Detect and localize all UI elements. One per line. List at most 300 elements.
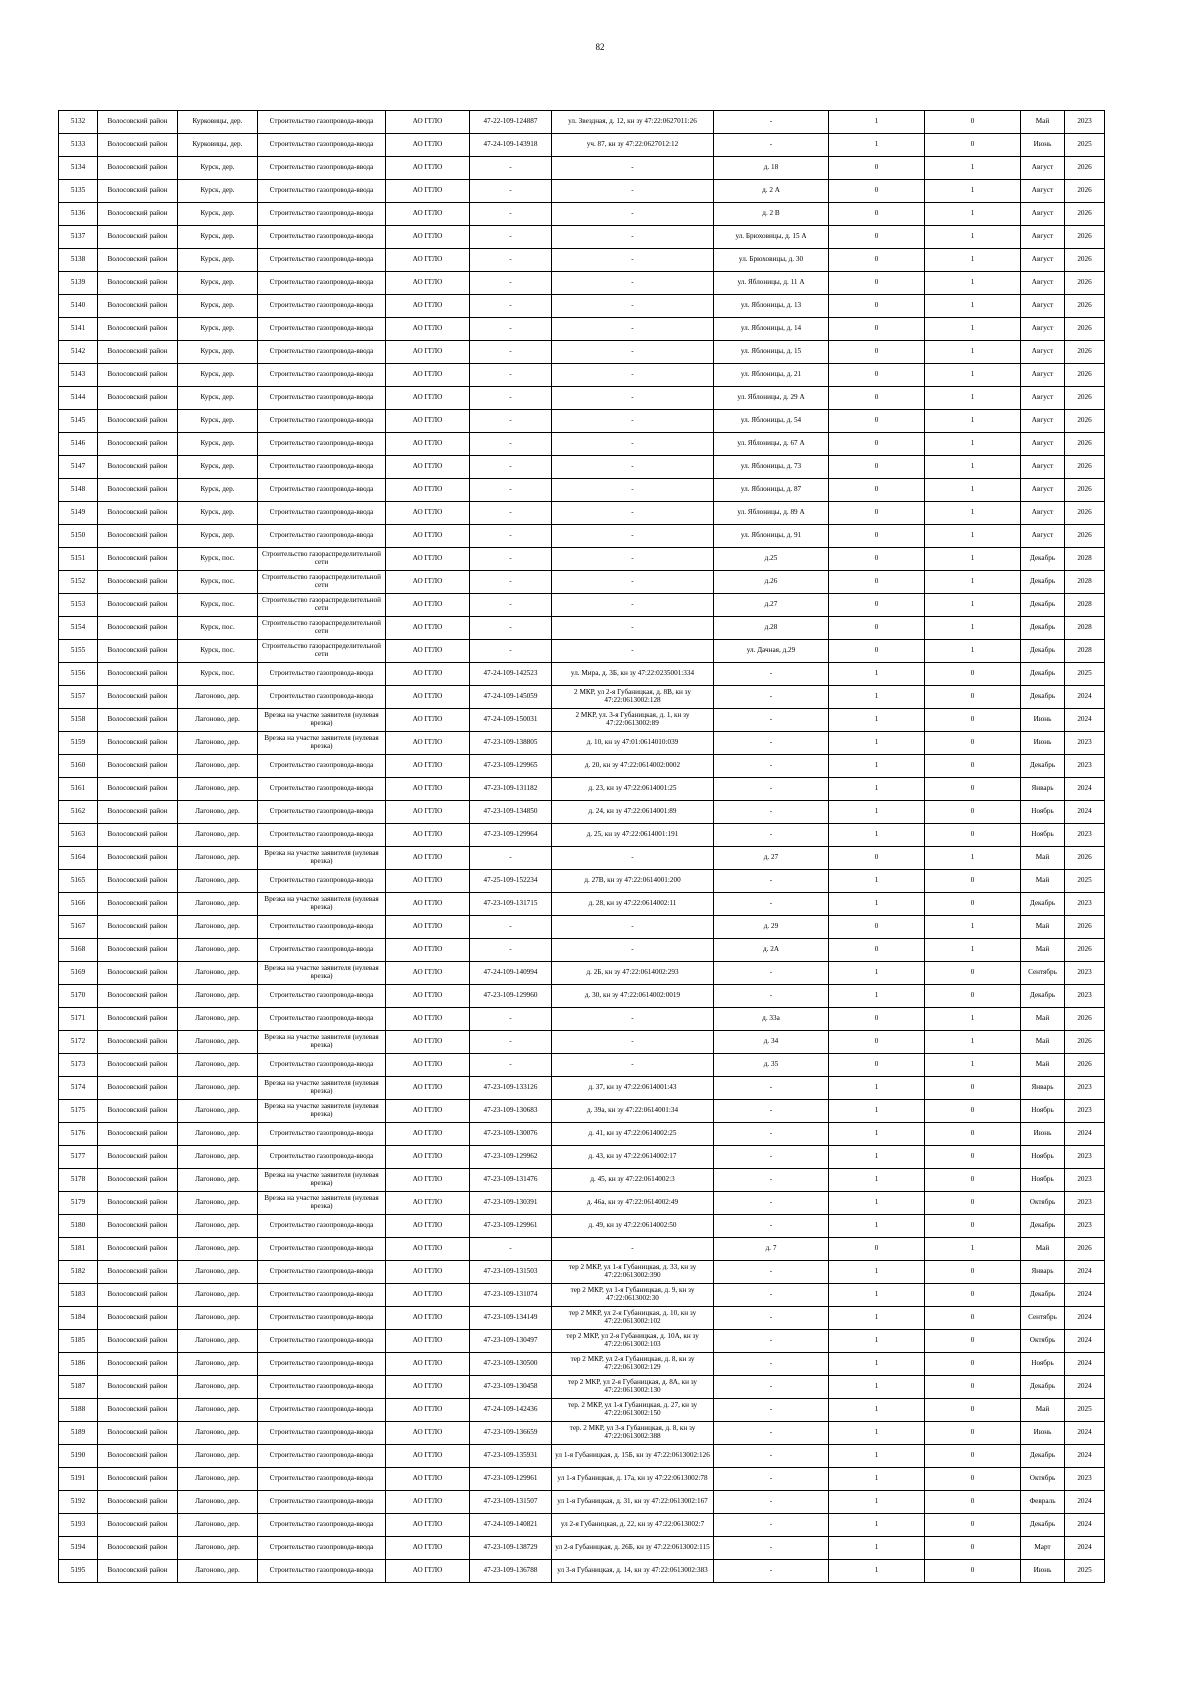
organization-cell: АО ГГЛО [386, 433, 470, 456]
cadastral-address-cell: ул 3-я Губаницкая, д. 14, кн зу 47:22:0613002:383 [552, 1560, 714, 1583]
table-row [59, 249, 1105, 272]
year-cell: 2026 [1065, 410, 1105, 433]
cadastral-address-cell: - [552, 249, 714, 272]
work-type-cell: Строительство газораспределительной сети [258, 548, 386, 571]
address-cell: - [714, 985, 829, 1008]
application-number-cell: 47-23-109-131503 [470, 1261, 552, 1284]
year-cell: 2026 [1065, 939, 1105, 962]
cadastral-address-cell: ул. Звездная, д. 12, кн зу 47:22:0627011:26 [552, 111, 714, 134]
table-row [59, 410, 1105, 433]
work-type-cell: Врезка на участке заявителя (нулевая врезка) [258, 847, 386, 870]
count-b-cell: 0 [925, 686, 1021, 709]
organization-cell: АО ГГЛО [386, 985, 470, 1008]
page-number: 82 [595, 42, 605, 52]
year-cell: 2028 [1065, 571, 1105, 594]
table-row [59, 801, 1105, 824]
month-cell: Июнь [1021, 1123, 1065, 1146]
count-b-cell: 0 [925, 134, 1021, 157]
year-cell: 2026 [1065, 479, 1105, 502]
month-cell: Ноябрь [1021, 824, 1065, 847]
count-b-cell: 0 [925, 755, 1021, 778]
organization-cell: АО ГГЛО [386, 1054, 470, 1077]
district-cell: Волосовский район [98, 502, 178, 525]
row-number-cell: 5181 [59, 1238, 98, 1261]
address-cell: - [714, 111, 829, 134]
work-type-cell: Строительство газопровода-ввода [258, 1445, 386, 1468]
application-number-cell: 47-24-109-145059 [470, 686, 552, 709]
address-cell: ул. Яблоницы, д. 14 [714, 318, 829, 341]
row-number-cell: 5168 [59, 939, 98, 962]
organization-cell: АО ГГЛО [386, 134, 470, 157]
organization-cell: АО ГГЛО [386, 1468, 470, 1491]
month-cell: Январь [1021, 1077, 1065, 1100]
work-type-cell: Строительство газопровода-ввода [258, 1146, 386, 1169]
cadastral-address-cell: - [552, 456, 714, 479]
table-row [59, 939, 1105, 962]
month-cell: Август [1021, 410, 1065, 433]
settlement-cell: Курск, дер. [178, 410, 258, 433]
district-cell: Волосовский район [98, 318, 178, 341]
month-cell: Декабрь [1021, 755, 1065, 778]
count-b-cell: 0 [925, 1560, 1021, 1583]
month-cell: Сентябрь [1021, 962, 1065, 985]
application-number-cell: - [470, 479, 552, 502]
cadastral-address-cell: - [552, 939, 714, 962]
table-row [59, 134, 1105, 157]
year-cell: 2024 [1065, 686, 1105, 709]
district-cell: Волосовский район [98, 157, 178, 180]
table-row [59, 1560, 1105, 1583]
table-row [59, 1514, 1105, 1537]
work-type-cell: Строительство газопровода-ввода [258, 755, 386, 778]
count-b-cell: 0 [925, 1399, 1021, 1422]
month-cell: Май [1021, 916, 1065, 939]
month-cell: Август [1021, 433, 1065, 456]
cadastral-address-cell: - [552, 410, 714, 433]
table-row [59, 1422, 1105, 1445]
cadastral-address-cell: д. 20, кн зу 47:22:0614002:0002 [552, 755, 714, 778]
application-number-cell: 47-25-109-152234 [470, 870, 552, 893]
district-cell: Волосовский район [98, 1284, 178, 1307]
count-b-cell: 0 [925, 709, 1021, 732]
month-cell: Август [1021, 157, 1065, 180]
settlement-cell: Лагоново, дер. [178, 1192, 258, 1215]
organization-cell: АО ГГЛО [386, 709, 470, 732]
application-number-cell: 47-22-109-124887 [470, 111, 552, 134]
count-b-cell: 1 [925, 571, 1021, 594]
cadastral-address-cell: 2 МКР, ул 2-я Губаницкая, д. 8В, кн зу 47:22:0613002:128 [552, 686, 714, 709]
application-number-cell: - [470, 249, 552, 272]
work-type-cell: Врезка на участке заявителя (нулевая врезка) [258, 962, 386, 985]
application-number-cell: - [470, 548, 552, 571]
count-a-cell: 0 [829, 502, 925, 525]
organization-cell: АО ГГЛО [386, 1192, 470, 1215]
count-a-cell: 0 [829, 226, 925, 249]
address-cell: - [714, 755, 829, 778]
count-b-cell: 1 [925, 502, 1021, 525]
count-a-cell: 0 [829, 1054, 925, 1077]
application-number-cell: 47-23-109-134850 [470, 801, 552, 824]
application-number-cell: 47-23-109-131507 [470, 1491, 552, 1514]
year-cell: 2024 [1065, 1537, 1105, 1560]
count-a-cell: 1 [829, 1491, 925, 1514]
row-number-cell: 5183 [59, 1284, 98, 1307]
table-row [59, 824, 1105, 847]
settlement-cell: Лагоново, дер. [178, 732, 258, 755]
count-a-cell: 1 [829, 778, 925, 801]
address-cell: - [714, 962, 829, 985]
month-cell: Декабрь [1021, 686, 1065, 709]
application-number-cell: 47-23-109-129964 [470, 824, 552, 847]
year-cell: 2026 [1065, 272, 1105, 295]
table-row [59, 1491, 1105, 1514]
cadastral-address-cell: - [552, 226, 714, 249]
application-number-cell: - [470, 341, 552, 364]
row-number-cell: 5155 [59, 640, 98, 663]
district-cell: Волосовский район [98, 479, 178, 502]
address-cell: - [714, 1215, 829, 1238]
year-cell: 2026 [1065, 295, 1105, 318]
row-number-cell: 5174 [59, 1077, 98, 1100]
district-cell: Волосовский район [98, 916, 178, 939]
application-number-cell: 47-23-109-136659 [470, 1422, 552, 1445]
settlement-cell: Курск, дер. [178, 203, 258, 226]
address-cell: - [714, 1422, 829, 1445]
table-row [59, 502, 1105, 525]
district-cell: Волосовский район [98, 180, 178, 203]
application-number-cell: 47-23-109-130497 [470, 1330, 552, 1353]
count-a-cell: 1 [829, 755, 925, 778]
count-b-cell: 0 [925, 1077, 1021, 1100]
row-number-cell: 5144 [59, 387, 98, 410]
table-row [59, 1146, 1105, 1169]
settlement-cell: Лагоново, дер. [178, 1353, 258, 1376]
organization-cell: АО ГГЛО [386, 1100, 470, 1123]
count-a-cell: 1 [829, 686, 925, 709]
work-type-cell: Строительство газораспределительной сети [258, 571, 386, 594]
district-cell: Волосовский район [98, 801, 178, 824]
address-cell: - [714, 1491, 829, 1514]
settlement-cell: Курск, дер. [178, 525, 258, 548]
work-type-cell: Строительство газопровода-ввода [258, 985, 386, 1008]
count-a-cell: 1 [829, 1422, 925, 1445]
count-a-cell: 0 [829, 387, 925, 410]
district-cell: Волосовский район [98, 1353, 178, 1376]
cadastral-address-cell: тер 2 МКР, ул 2-я Губаницкая, д. 10А, кн зу 47:22:0613002:103 [552, 1330, 714, 1353]
table-row [59, 686, 1105, 709]
count-a-cell: 1 [829, 111, 925, 134]
organization-cell: АО ГГЛО [386, 180, 470, 203]
count-b-cell: 0 [925, 1307, 1021, 1330]
application-number-cell: 47-24-109-140821 [470, 1514, 552, 1537]
year-cell: 2023 [1065, 1146, 1105, 1169]
application-number-cell: 47-23-109-136788 [470, 1560, 552, 1583]
table-row [59, 203, 1105, 226]
year-cell: 2026 [1065, 387, 1105, 410]
year-cell: 2024 [1065, 709, 1105, 732]
work-type-cell: Строительство газопровода-ввода [258, 824, 386, 847]
organization-cell: АО ГГЛО [386, 1008, 470, 1031]
work-type-cell: Врезка на участке заявителя (нулевая врезка) [258, 1169, 386, 1192]
address-cell: ул. Яблоницы, д. 11 А [714, 272, 829, 295]
organization-cell: АО ГГЛО [386, 1123, 470, 1146]
address-cell: - [714, 801, 829, 824]
address-cell: д.27 [714, 594, 829, 617]
count-b-cell: 0 [925, 1376, 1021, 1399]
settlement-cell: Лагоново, дер. [178, 1307, 258, 1330]
year-cell: 2028 [1065, 640, 1105, 663]
count-b-cell: 0 [925, 1330, 1021, 1353]
table-row [59, 341, 1105, 364]
work-type-cell: Строительство газопровода-ввода [258, 1123, 386, 1146]
cadastral-address-cell: - [552, 1054, 714, 1077]
row-number-cell: 5188 [59, 1399, 98, 1422]
settlement-cell: Курск, дер. [178, 341, 258, 364]
district-cell: Волосовский район [98, 778, 178, 801]
organization-cell: АО ГГЛО [386, 571, 470, 594]
organization-cell: АО ГГЛО [386, 272, 470, 295]
table-row [59, 962, 1105, 985]
table-row [59, 778, 1105, 801]
work-type-cell: Строительство газопровода-ввода [258, 1537, 386, 1560]
settlement-cell: Лагоново, дер. [178, 755, 258, 778]
organization-cell: АО ГГЛО [386, 1238, 470, 1261]
count-b-cell: 0 [925, 870, 1021, 893]
district-cell: Волосовский район [98, 939, 178, 962]
application-number-cell: 47-23-109-131182 [470, 778, 552, 801]
row-number-cell: 5157 [59, 686, 98, 709]
row-number-cell: 5159 [59, 732, 98, 755]
application-number-cell: - [470, 272, 552, 295]
month-cell: Декабрь [1021, 1514, 1065, 1537]
address-cell: ул. Яблоницы, д. 67 А [714, 433, 829, 456]
application-number-cell: 47-24-109-140994 [470, 962, 552, 985]
application-number-cell: 47-24-109-142523 [470, 663, 552, 686]
district-cell: Волосовский район [98, 1008, 178, 1031]
row-number-cell: 5194 [59, 1537, 98, 1560]
application-number-cell: 47-24-109-142436 [470, 1399, 552, 1422]
table-row [59, 318, 1105, 341]
organization-cell: АО ГГЛО [386, 226, 470, 249]
address-cell: ул. Яблоницы, д. 89 А [714, 502, 829, 525]
table-row [59, 1284, 1105, 1307]
count-b-cell: 1 [925, 203, 1021, 226]
settlement-cell: Курск, пос. [178, 571, 258, 594]
table-row [59, 1215, 1105, 1238]
settlement-cell: Лагоново, дер. [178, 1514, 258, 1537]
address-cell: д. 34 [714, 1031, 829, 1054]
district-cell: Волосовский район [98, 663, 178, 686]
district-cell: Волосовский район [98, 548, 178, 571]
row-number-cell: 5132 [59, 111, 98, 134]
table-row [59, 755, 1105, 778]
application-number-cell: - [470, 180, 552, 203]
organization-cell: АО ГГЛО [386, 1215, 470, 1238]
settlement-cell: Курск, дер. [178, 502, 258, 525]
month-cell: Май [1021, 1031, 1065, 1054]
count-b-cell: 0 [925, 732, 1021, 755]
district-cell: Волосовский район [98, 640, 178, 663]
work-type-cell: Строительство газопровода-ввода [258, 939, 386, 962]
table-row [59, 1054, 1105, 1077]
row-number-cell: 5141 [59, 318, 98, 341]
organization-cell: АО ГГЛО [386, 732, 470, 755]
address-cell: ул. Яблоницы, д. 15 [714, 341, 829, 364]
year-cell: 2024 [1065, 1284, 1105, 1307]
table-row [59, 640, 1105, 663]
cadastral-address-cell: тер 2 МКР, ул 2-я Губаницкая, д. 8, кн зу 47:22:0613002:129 [552, 1353, 714, 1376]
month-cell: Август [1021, 502, 1065, 525]
work-type-cell: Строительство газопровода-ввода [258, 1376, 386, 1399]
district-cell: Волосовский район [98, 1514, 178, 1537]
address-cell: д. 27 [714, 847, 829, 870]
settlement-cell: Лагоново, дер. [178, 1169, 258, 1192]
work-type-cell: Строительство газопровода-ввода [258, 1330, 386, 1353]
application-number-cell: 47-23-109-131074 [470, 1284, 552, 1307]
district-cell: Волосовский район [98, 272, 178, 295]
cadastral-address-cell: тер 2 МКР, ул 2-я Губаницкая, д. 8А, кн зу 47:22:0613002:130 [552, 1376, 714, 1399]
count-b-cell: 1 [925, 180, 1021, 203]
organization-cell: АО ГГЛО [386, 755, 470, 778]
work-type-cell: Строительство газопровода-ввода [258, 1560, 386, 1583]
year-cell: 2024 [1065, 1514, 1105, 1537]
address-cell: - [714, 1261, 829, 1284]
organization-cell: АО ГГЛО [386, 364, 470, 387]
application-number-cell: - [470, 203, 552, 226]
application-number-cell: 47-23-109-130500 [470, 1353, 552, 1376]
district-cell: Волосовский район [98, 1054, 178, 1077]
year-cell: 2026 [1065, 157, 1105, 180]
year-cell: 2026 [1065, 226, 1105, 249]
month-cell: Декабрь [1021, 985, 1065, 1008]
row-number-cell: 5137 [59, 226, 98, 249]
month-cell: Декабрь [1021, 893, 1065, 916]
address-cell: - [714, 686, 829, 709]
count-a-cell: 1 [829, 1537, 925, 1560]
row-number-cell: 5191 [59, 1468, 98, 1491]
count-a-cell: 1 [829, 801, 925, 824]
year-cell: 2026 [1065, 249, 1105, 272]
district-cell: Волосовский район [98, 755, 178, 778]
year-cell: 2023 [1065, 1192, 1105, 1215]
count-b-cell: 1 [925, 341, 1021, 364]
count-a-cell: 0 [829, 295, 925, 318]
cadastral-address-cell: д. 45, кн зу 47:22:0614002:3 [552, 1169, 714, 1192]
work-type-cell: Врезка на участке заявителя (нулевая врезка) [258, 709, 386, 732]
table-row [59, 180, 1105, 203]
work-type-cell: Строительство газопровода-ввода [258, 410, 386, 433]
row-number-cell: 5171 [59, 1008, 98, 1031]
count-b-cell: 1 [925, 548, 1021, 571]
count-b-cell: 0 [925, 1146, 1021, 1169]
count-b-cell: 0 [925, 111, 1021, 134]
address-cell: - [714, 870, 829, 893]
settlement-cell: Лагоново, дер. [178, 686, 258, 709]
month-cell: Февраль [1021, 1491, 1065, 1514]
work-type-cell: Врезка на участке заявителя (нулевая врезка) [258, 893, 386, 916]
month-cell: Октябрь [1021, 1192, 1065, 1215]
table-row [59, 433, 1105, 456]
district-cell: Волосовский район [98, 847, 178, 870]
count-b-cell: 1 [925, 433, 1021, 456]
table-row [59, 594, 1105, 617]
count-b-cell: 1 [925, 226, 1021, 249]
count-b-cell: 1 [925, 847, 1021, 870]
count-b-cell: 1 [925, 1238, 1021, 1261]
district-cell: Волосовский район [98, 1215, 178, 1238]
month-cell: Ноябрь [1021, 1353, 1065, 1376]
settlement-cell: Лагоново, дер. [178, 1215, 258, 1238]
count-b-cell: 1 [925, 272, 1021, 295]
settlement-cell: Лагоново, дер. [178, 709, 258, 732]
month-cell: Август [1021, 341, 1065, 364]
settlement-cell: Курск, дер. [178, 387, 258, 410]
row-number-cell: 5160 [59, 755, 98, 778]
organization-cell: АО ГГЛО [386, 1537, 470, 1560]
cadastral-address-cell: - [552, 1008, 714, 1031]
settlement-cell: Курск, дер. [178, 226, 258, 249]
count-a-cell: 0 [829, 203, 925, 226]
application-number-cell: 47-24-109-143918 [470, 134, 552, 157]
organization-cell: АО ГГЛО [386, 778, 470, 801]
settlement-cell: Курск, пос. [178, 663, 258, 686]
count-b-cell: 0 [925, 1353, 1021, 1376]
organization-cell: АО ГГЛО [386, 295, 470, 318]
year-cell: 2026 [1065, 456, 1105, 479]
settlement-cell: Курск, дер. [178, 180, 258, 203]
work-type-cell: Строительство газопровода-ввода [258, 1468, 386, 1491]
count-b-cell: 0 [925, 1215, 1021, 1238]
cadastral-address-cell: д. 23, кн зу 47:22:0614001:25 [552, 778, 714, 801]
district-cell: Волосовский район [98, 226, 178, 249]
year-cell: 2026 [1065, 364, 1105, 387]
count-a-cell: 1 [829, 1330, 925, 1353]
count-b-cell: 1 [925, 479, 1021, 502]
count-a-cell: 0 [829, 1008, 925, 1031]
count-a-cell: 0 [829, 157, 925, 180]
count-a-cell: 0 [829, 594, 925, 617]
work-type-cell: Врезка на участке заявителя (нулевая врезка) [258, 1077, 386, 1100]
settlement-cell: Лагоново, дер. [178, 893, 258, 916]
count-b-cell: 1 [925, 295, 1021, 318]
work-type-cell: Строительство газопровода-ввода [258, 916, 386, 939]
row-number-cell: 5185 [59, 1330, 98, 1353]
count-b-cell: 1 [925, 364, 1021, 387]
row-number-cell: 5195 [59, 1560, 98, 1583]
cadastral-address-cell: ул 1-я Губаницкая, д. 17а, кн зу 47:22:0613002:78 [552, 1468, 714, 1491]
table-row [59, 916, 1105, 939]
count-b-cell: 0 [925, 962, 1021, 985]
month-cell: Ноябрь [1021, 1100, 1065, 1123]
work-type-cell: Строительство газопровода-ввода [258, 801, 386, 824]
settlement-cell: Лагоново, дер. [178, 1422, 258, 1445]
settlement-cell: Курск, дер. [178, 157, 258, 180]
work-type-cell: Строительство газопровода-ввода [258, 180, 386, 203]
table-row [59, 456, 1105, 479]
cadastral-address-cell: - [552, 295, 714, 318]
address-cell: ул. Яблоницы, д. 73 [714, 456, 829, 479]
cadastral-address-cell: - [552, 916, 714, 939]
settlement-cell: Курковицы, дер. [178, 111, 258, 134]
address-cell: д. 33а [714, 1008, 829, 1031]
row-number-cell: 5187 [59, 1376, 98, 1399]
address-cell: ул. Дачная, д.29 [714, 640, 829, 663]
count-a-cell: 1 [829, 824, 925, 847]
year-cell: 2028 [1065, 548, 1105, 571]
count-a-cell: 0 [829, 180, 925, 203]
year-cell: 2024 [1065, 778, 1105, 801]
table-row [59, 1123, 1105, 1146]
